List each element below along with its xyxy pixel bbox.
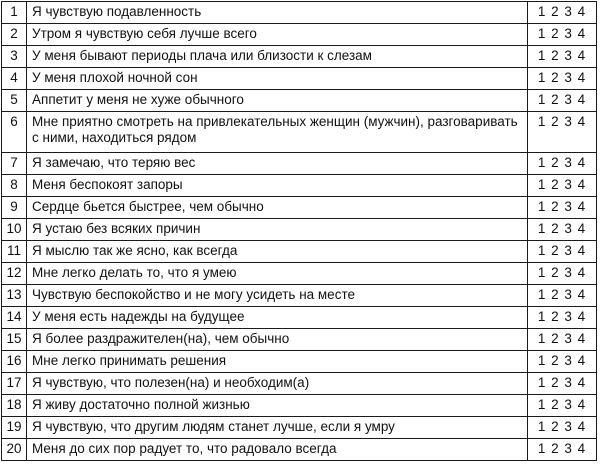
answer-scale: 1 2 3 4 [528,175,597,197]
item-number: 20 [2,439,27,461]
table-row [2,112,597,153]
item-statement: У меня бывают периоды плача или близости к слезам [27,46,528,68]
table-row [2,153,597,175]
item-number: 6 [2,112,27,153]
item-number: 18 [2,395,27,417]
answer-scale: 1 2 3 4 [528,197,597,219]
table-row [2,395,597,417]
item-statement: Я мыслю так же ясно, как всегда [27,241,528,263]
answer-scale: 1 2 3 4 [528,46,597,68]
table-row [2,2,597,24]
answer-scale: 1 2 3 4 [528,439,597,461]
item-number: 5 [2,90,27,112]
item-number: 3 [2,46,27,68]
table-row [2,329,597,351]
item-number: 8 [2,175,27,197]
item-number: 4 [2,68,27,90]
item-statement: У меня есть надежды на будущее [27,307,528,329]
answer-scale: 1 2 3 4 [528,112,597,153]
answer-scale: 1 2 3 4 [528,329,597,351]
item-number: 16 [2,351,27,373]
item-statement: Я чувствую, что другим людям станет лучше, если я умру [27,417,528,439]
item-statement: Я устаю без всяких причин [27,219,528,241]
questionnaire-table [1,1,597,461]
table-row [2,307,597,329]
table-row [2,46,597,68]
item-number: 1 [2,2,27,24]
answer-scale: 1 2 3 4 [528,263,597,285]
table-row [2,373,597,395]
item-statement: Утром я чувствую себя лучше всего [27,24,528,46]
item-statement: Я чувствую, что полезен(на) и необходим(а) [27,373,528,395]
table-row [2,197,597,219]
answer-scale: 1 2 3 4 [528,395,597,417]
item-statement: Аппетит у меня не хуже обычного [27,90,528,112]
item-statement: Меня до сих пор радует то, что радовало всегда [27,439,528,461]
item-number: 15 [2,329,27,351]
item-number: 2 [2,24,27,46]
item-number: 14 [2,307,27,329]
answer-scale: 1 2 3 4 [528,68,597,90]
item-number: 10 [2,219,27,241]
item-statement: Сердце бьется быстрее, чем обычно [27,197,528,219]
table-row [2,24,597,46]
table-row [2,68,597,90]
item-number: 7 [2,153,27,175]
item-number: 11 [2,241,27,263]
item-statement: Меня беспокоят запоры [27,175,528,197]
answer-scale: 1 2 3 4 [528,219,597,241]
answer-scale: 1 2 3 4 [528,417,597,439]
table-row [2,219,597,241]
item-statement: У меня плохой ночной сон [27,68,528,90]
table-row [2,175,597,197]
item-number: 9 [2,197,27,219]
item-statement: Чувствую беспокойство и не могу усидеть на месте [27,285,528,307]
answer-scale: 1 2 3 4 [528,90,597,112]
item-statement: Я замечаю, что теряю вес [27,153,528,175]
table-row [2,263,597,285]
answer-scale: 1 2 3 4 [528,351,597,373]
item-statement: Мне приятно смотреть на привлекательных женщин (мужчин), разговаривать с ними, находиться рядом [27,112,528,153]
answer-scale: 1 2 3 4 [528,24,597,46]
answer-scale: 1 2 3 4 [528,285,597,307]
item-statement: Мне легко принимать решения [27,351,528,373]
table-row [2,439,597,461]
answer-scale: 1 2 3 4 [528,2,597,24]
item-statement: Я чувствую подавленность [27,2,528,24]
table-row [2,285,597,307]
answer-scale: 1 2 3 4 [528,241,597,263]
item-number: 17 [2,373,27,395]
item-number: 19 [2,417,27,439]
item-number: 12 [2,263,27,285]
item-statement: Мне легко делать то, что я умею [27,263,528,285]
table-row [2,351,597,373]
item-statement: Я живу достаточно полной жизнью [27,395,528,417]
answer-scale: 1 2 3 4 [528,373,597,395]
item-number: 13 [2,285,27,307]
answer-scale: 1 2 3 4 [528,307,597,329]
item-statement: Я более раздражителен(на), чем обычно [27,329,528,351]
table-row [2,241,597,263]
table-row [2,90,597,112]
answer-scale: 1 2 3 4 [528,153,597,175]
table-row [2,417,597,439]
